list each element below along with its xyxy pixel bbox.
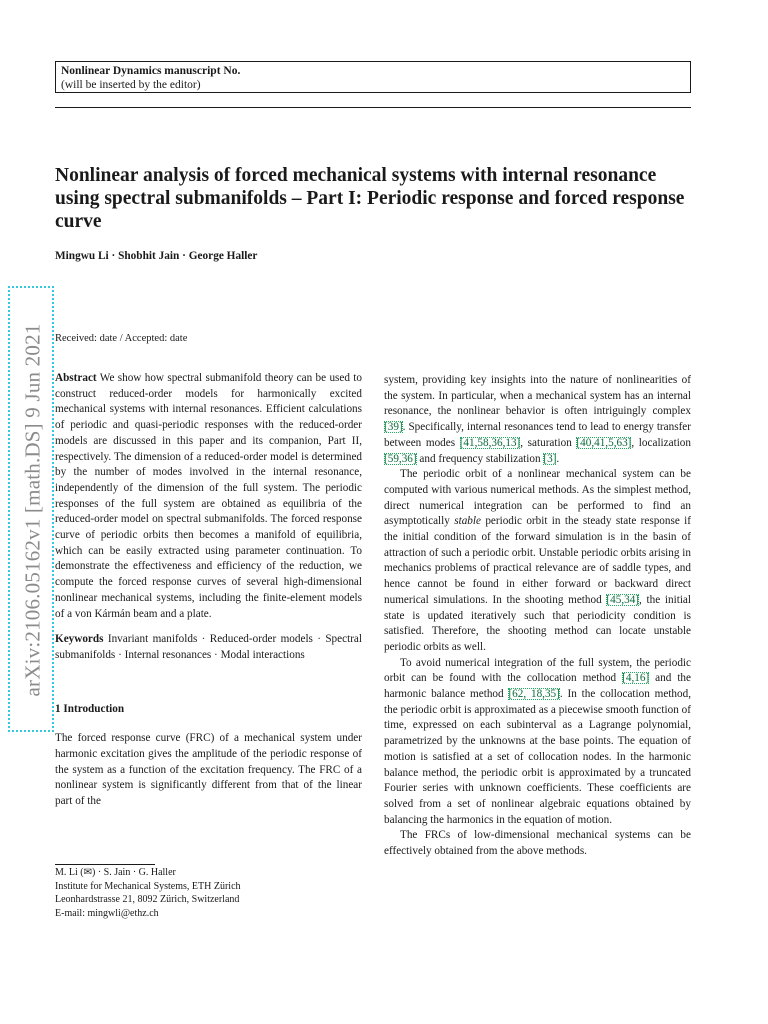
author-list: Mingwu Li · Shobhit Jain · George Haller [55, 250, 258, 262]
keywords-text: Invariant manifolds · Reduced-order models · Spectral submanifolds · Internal resonances · Modal interactions [55, 633, 362, 661]
text-run: . In the collocation method, the periodic orbit is approximated as a piecewise smooth function of time, expressed on each subinterval as a Lagrange polynomial, parametrized by the unknowns at the base points. The equation of motion is satisfied at a set of collocation nodes. In the harmonic balance method, the periodic orbit is approximated by a truncated Fourier series with unknown coefficients. These coefficients are solved from a set of nonlinear algebraic equations obtained by balancing the harmonics in the equation of motion. [384, 688, 692, 826]
footnote-affiliation: Institute for Mechanical Systems, ETH Zürich [55, 880, 241, 892]
footnote-rule [55, 864, 155, 865]
text-run: . Specifically, internal resonances tend to lead to energy transfer between modes [384, 421, 691, 449]
right-column [384, 373, 691, 860]
abstract [55, 371, 362, 622]
paragraph [384, 373, 691, 467]
footnote-email[interactable]: E-mail: mingwli@ethz.ch [55, 907, 159, 919]
footnote-authors: M. Li (✉) · S. Jain · G. Haller [55, 867, 176, 878]
footnote-address: Leonhardstrasse 21, 8092 Zürich, Switzerland [55, 894, 240, 905]
arxiv-stamp[interactable] [8, 286, 54, 732]
citation-link[interactable]: [39] [384, 421, 403, 434]
citation-link[interactable]: [4,16] [622, 672, 650, 685]
author-footnote [55, 866, 241, 920]
abstract-text: We show how spectral submanifold theory can be used to construct reduced-order models for harmonically excited mechanical systems with internal resonances. Efficient calculations of periodic and quasi-periodic responses with the reduced-order models are discussed in this paper and its companion, Part II, respectively. The dimension of a reduced-order model is determined by the number of modes involved in the internal resonance, independently of the dimension of the full system. The periodic responses of the full system are obtained as equilibria of the reduced-order model on spectral submanifolds. The forced response curve of periodic orbits then becomes a manifold of equilibria, which can be easily extracted using parameter continuation. To demonstrate the effectiveness and efficiency of the reduction, we compute the forced response curves of several high-dimensional nonlinear mechanical systems, including the finite-element models of a von Kármán beam and a plate. [55, 372, 362, 620]
paragraph: The FRCs of low-dimensional mechanical systems can be effectively obtained from the above methods. [384, 829, 691, 858]
citation-link[interactable]: [45,34] [606, 593, 640, 606]
citation-link[interactable]: [62, 18,35] [508, 688, 560, 701]
received-date: Received: date / Accepted: date [55, 333, 188, 344]
header-rule [55, 107, 691, 108]
abstract-label: Abstract [55, 372, 97, 384]
arxiv-id: arXiv:2106.05162v1 [math.DS] 9 Jun 2021 [20, 323, 45, 697]
emphasis: stable [454, 515, 481, 528]
citation-link[interactable]: [59,36] [384, 452, 417, 465]
text-run: and frequency stabilization [416, 452, 544, 465]
section-heading: 1 Introduction [55, 702, 125, 715]
journal-header-box [55, 61, 691, 93]
citation-link[interactable]: [41,58,36,13] [459, 436, 521, 449]
text-run: system, providing key insights into the nature of nonlinearities of the system. In particular, when a mechanical system has an internal resonance, the nonlinear behavior is often intriguingly complex [384, 374, 691, 418]
text-run: The periodic orbit of a nonlinear mechanical system can be computed with various numerical methods. As the simplest method, direct numerical integration can be performed to find an asymptotically [384, 468, 691, 528]
text-run: and the harmonic balance method [384, 672, 691, 701]
text-run: , the initial state is updated iteratively such that periodicity condition is satisfied. Therefore, the shooting method can locate unstable periodic orbits as well. [384, 593, 691, 653]
text-run: , saturation [520, 436, 577, 449]
text-run: periodic orbit in the steady state response if the initial condition of the forward simulation is in the basin of attraction of such a periodic orbit. Unstable periodic orbits arising in mechanics problems of practical relevance are of saddle types, and hence cannot be found in either forward or backward direct numerical simulations. In the shooting method [384, 515, 692, 606]
citation-link[interactable]: [3] [543, 452, 557, 465]
left-column [55, 371, 362, 810]
paper-title: Nonlinear analysis of forced mechanical systems with internal resonance using spectral submanifolds – Part I: Periodic response and forced response curve [55, 165, 685, 232]
citation-link[interactable]: [40,41,5,63] [576, 436, 632, 449]
intro-paragraph: The forced response curve (FRC) of a mechanical system under harmonic excitation gives the amplitude of the periodic response of the system as a function of the excitation frequency. The FRC of a nonlinear system is significantly different from that of the linear part of the [55, 732, 362, 808]
text-run: . [556, 452, 560, 465]
paragraph [384, 467, 691, 655]
journal-name: Nonlinear Dynamics manuscript No. [61, 65, 241, 77]
paragraph [384, 656, 691, 829]
keywords [55, 632, 362, 663]
keywords-label: Keywords [55, 633, 104, 646]
text-run: To avoid numerical integration of the full system, the periodic orbit can be found with the collocation method [384, 656, 691, 685]
editor-note: (will be inserted by the editor) [61, 79, 201, 91]
text-run: , localization [631, 436, 691, 449]
